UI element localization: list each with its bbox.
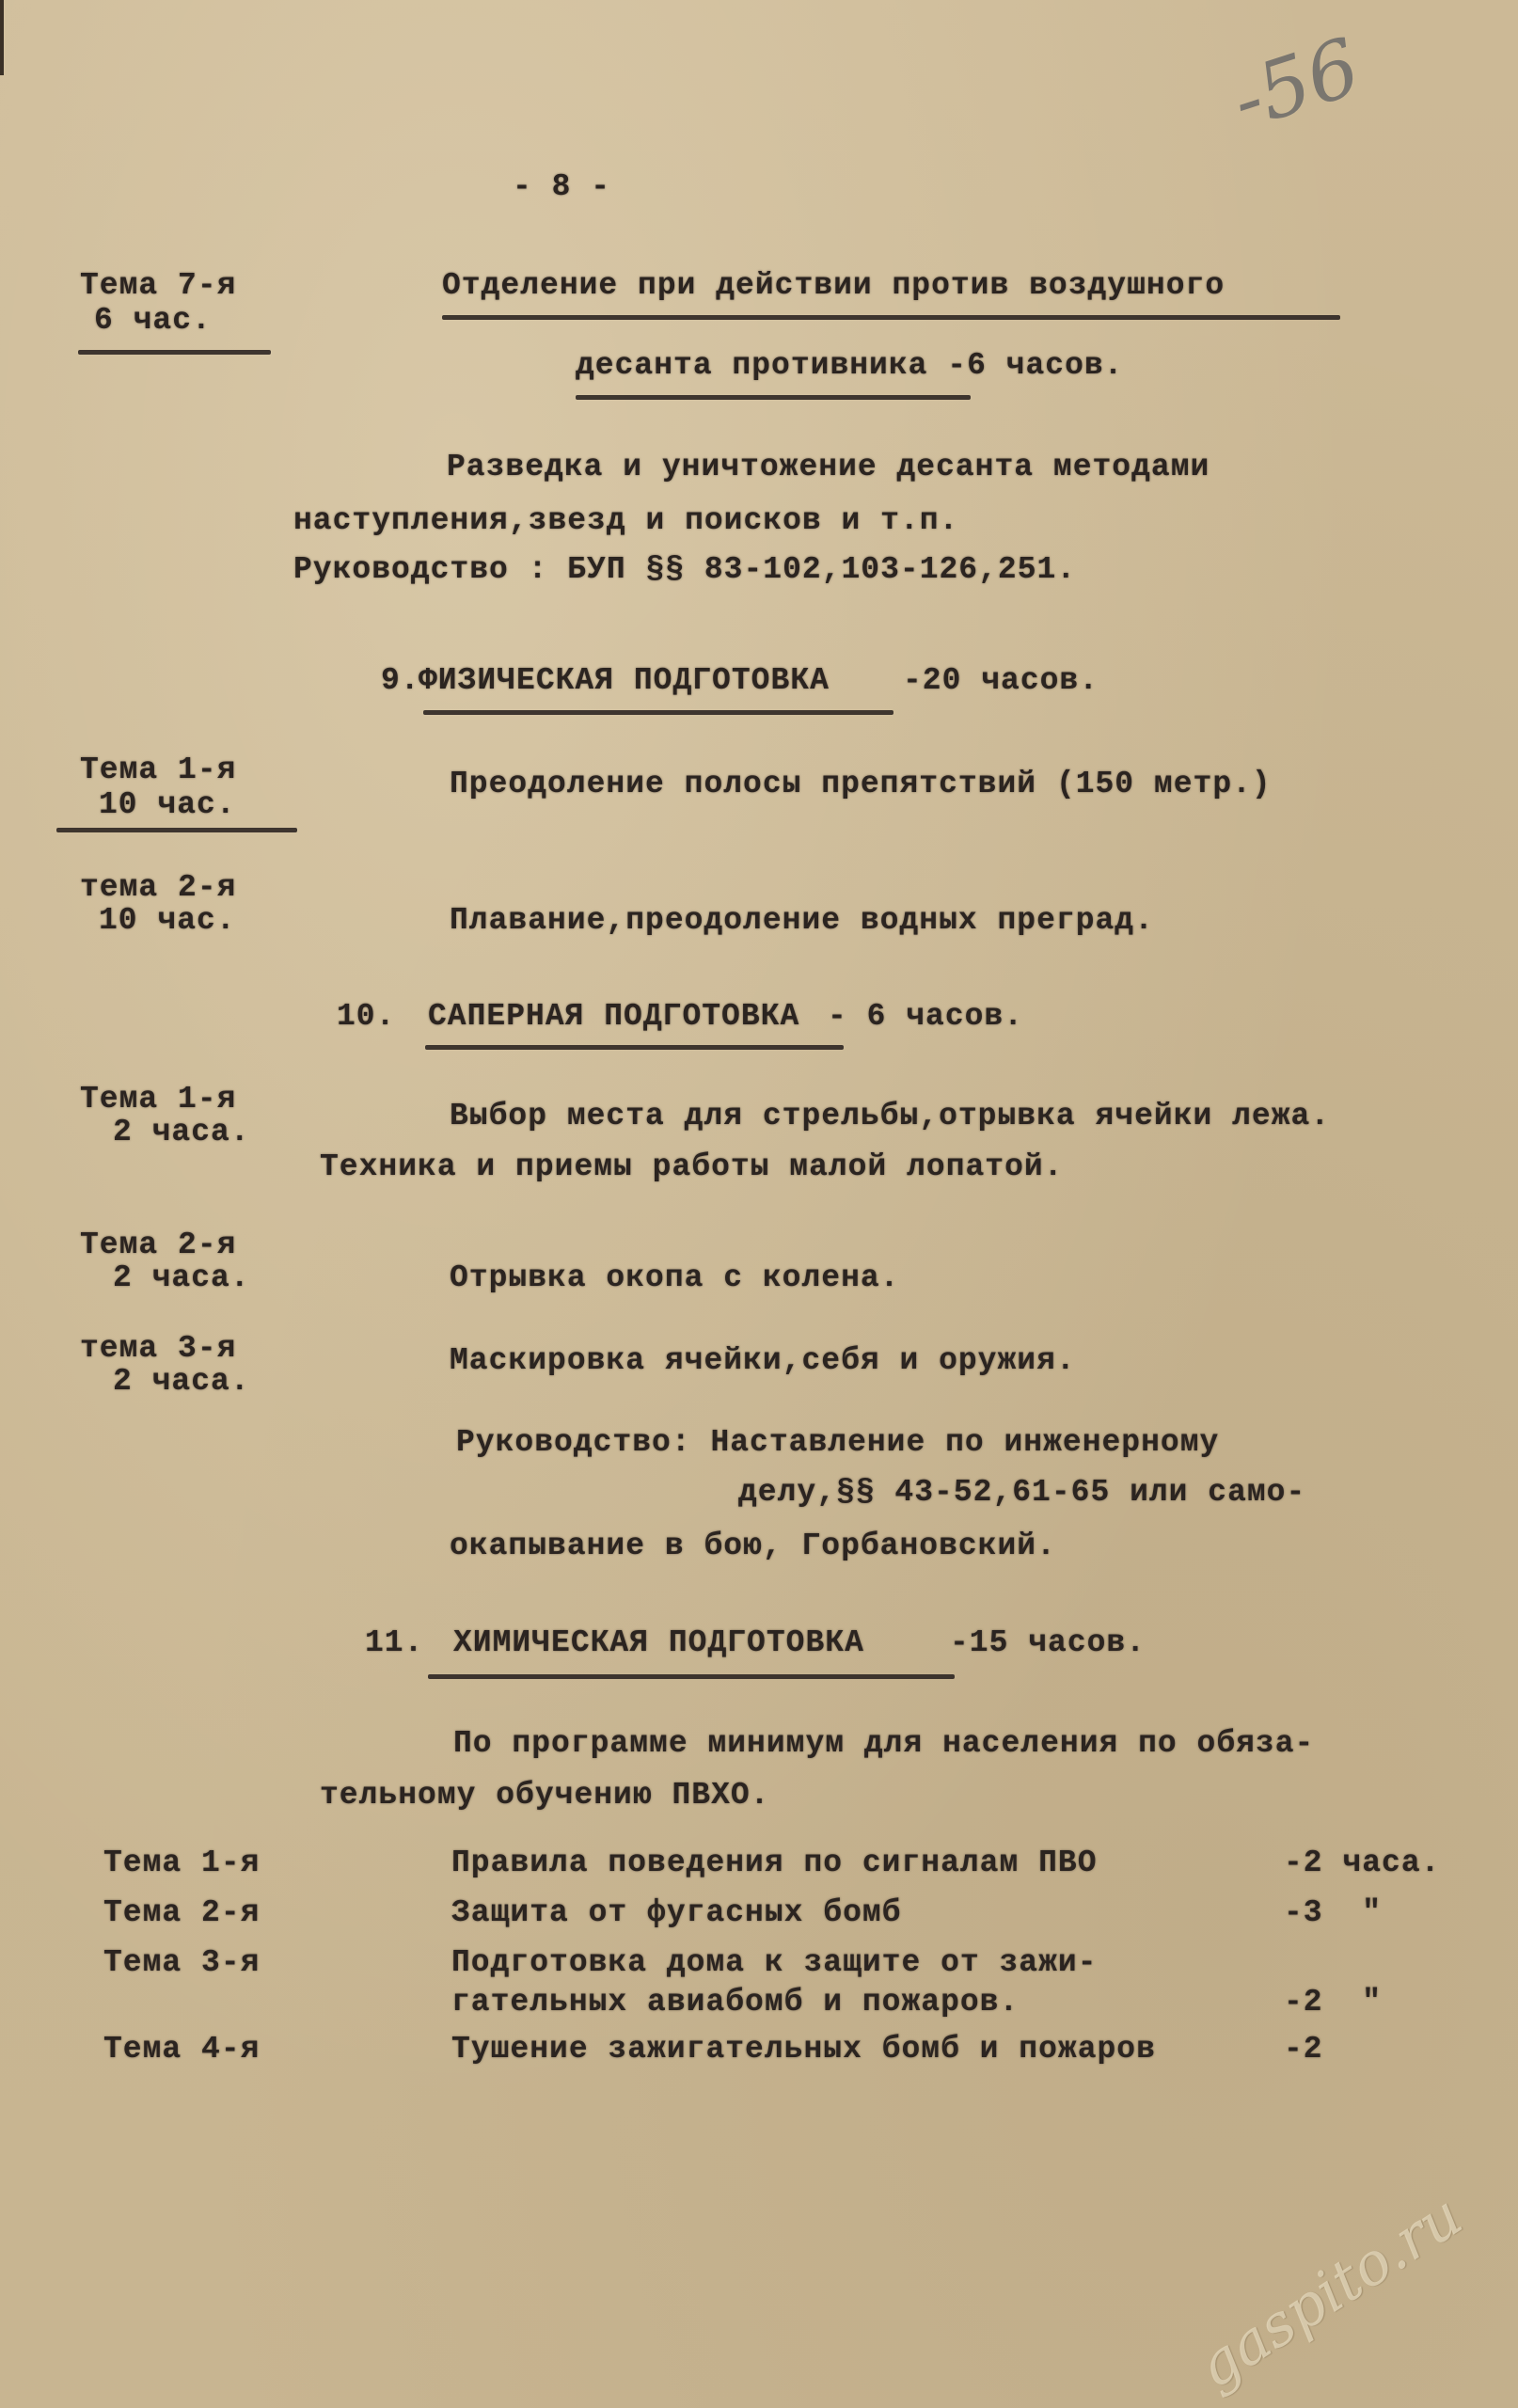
section10-topic3-margin-label: тема 3-я <box>80 1331 237 1366</box>
section10-topic2-text: Отрывка окопа с колена. <box>450 1260 900 1295</box>
topic7-body-line2: наступления,звезд и поисков и т.п. <box>293 503 959 538</box>
topic-hours: -3 " <box>1284 1895 1383 1930</box>
section10-topic3-margin-hours: 2 часа. <box>113 1364 250 1399</box>
section10-topic3-text: Маскировка ячейки,себя и оружия. <box>450 1343 1076 1378</box>
section11-intro-line1: По программе минимум для населения по обяза- <box>453 1726 1315 1761</box>
archive-page-number: -56 <box>1221 20 1371 148</box>
section11-hours: -15 часов. <box>950 1625 1146 1660</box>
topic-text: Подготовка дома к защите от зажи- <box>451 1945 1098 1980</box>
watermark: gaspito.ru <box>1185 2180 1475 2401</box>
topic7-body-line1: Разведка и уничтожение десанта методами <box>447 450 1210 484</box>
topic-label: Тема 3-я <box>103 1945 261 1980</box>
section10-underline <box>425 1045 844 1050</box>
topic7-title-line1: Отделение при действии против воздушного <box>442 268 1225 303</box>
topic7-guide: Руководство : БУП §§ 83-102,103-126,251. <box>293 552 1077 587</box>
section9-title: ФИЗИЧЕСКАЯ ПОДГОТОВКА <box>419 663 830 698</box>
section9-topic1-text: Преодоление полосы препятствий (150 метр.) <box>450 767 1272 801</box>
section9-number: 9. <box>381 663 420 698</box>
topic7-margin-label: Тема 7-я <box>80 268 237 303</box>
section10-topic2-margin-label: Тема 2-я <box>80 1228 237 1262</box>
topic7-title-underline2 <box>576 395 971 400</box>
section10-topic1-text-line2: Техника и приемы работы малой лопатой. <box>320 1149 1064 1184</box>
section9-underline <box>423 710 893 715</box>
section10-number: 10. <box>337 999 396 1034</box>
section11-underline <box>428 1674 955 1679</box>
topic-label: Тема 2-я <box>103 1895 261 1930</box>
section10-guide-line2: делу,§§ 43-52,61-65 или само- <box>738 1475 1306 1510</box>
topic-hours: -2 " <box>1284 1985 1383 2020</box>
topic-hours: -2 <box>1284 2032 1323 2067</box>
section9-topic1-margin-label: Тема 1-я <box>80 752 237 787</box>
topic-label: Тема 4-я <box>103 2032 261 2067</box>
section10-title: САПЕРНАЯ ПОДГОТОВКА <box>428 999 800 1034</box>
topic7-title-underline1 <box>442 315 1340 320</box>
topic7-title-line2: десанта противника -6 часов. <box>576 348 1124 383</box>
topic-label: Тема 1-я <box>103 1846 261 1880</box>
section10-topic1-margin-hours: 2 часа. <box>113 1115 250 1149</box>
topic-text: Тушение зажигательных бомб и пожаров <box>451 2032 1156 2067</box>
section9-topic1-margin-hours: 10 час. <box>99 787 236 822</box>
page-number: - 8 - <box>513 169 611 204</box>
section10-guide-line1: Руководство: Наставление по инженерному <box>456 1425 1220 1460</box>
section9-topic2-text: Плавание,преодоление водных преград. <box>450 903 1154 938</box>
section11-title: ХИМИЧЕСКАЯ ПОДГОТОВКА <box>453 1625 864 1660</box>
section10-topic1-margin-label: Тема 1-я <box>80 1082 237 1117</box>
section10-guide-line3: окапывание в бою, Горбановский. <box>450 1529 1056 1563</box>
page-edge-shadow <box>0 0 4 75</box>
section10-topic1-text-line1: Выбор места для стрельбы,отрывка ячейки лежа. <box>450 1099 1331 1133</box>
topic7-margin-underline <box>78 350 271 355</box>
section9-hours: -20 часов. <box>903 663 1099 698</box>
section11-number: 11. <box>365 1625 424 1660</box>
topic-hours: -2 часа. <box>1284 1846 1441 1880</box>
topic-text-cont: гательных авиабомб и пожаров. <box>451 1985 1020 2020</box>
topic-text: Защита от фугасных бомб <box>451 1895 902 1930</box>
section9-topic1-margin-underline <box>56 828 297 832</box>
topic7-margin-hours: 6 час. <box>94 303 212 338</box>
section9-topic2-margin-label: тема 2-я <box>80 870 237 905</box>
section9-topic2-margin-hours: 10 час. <box>99 903 236 938</box>
topic-text: Правила поведения по сигналам ПВО <box>451 1846 1098 1880</box>
section10-topic2-margin-hours: 2 часа. <box>113 1260 250 1295</box>
section10-hours: - 6 часов. <box>828 999 1024 1034</box>
section11-intro-line2: тельному обучению ПВХО. <box>320 1778 770 1813</box>
